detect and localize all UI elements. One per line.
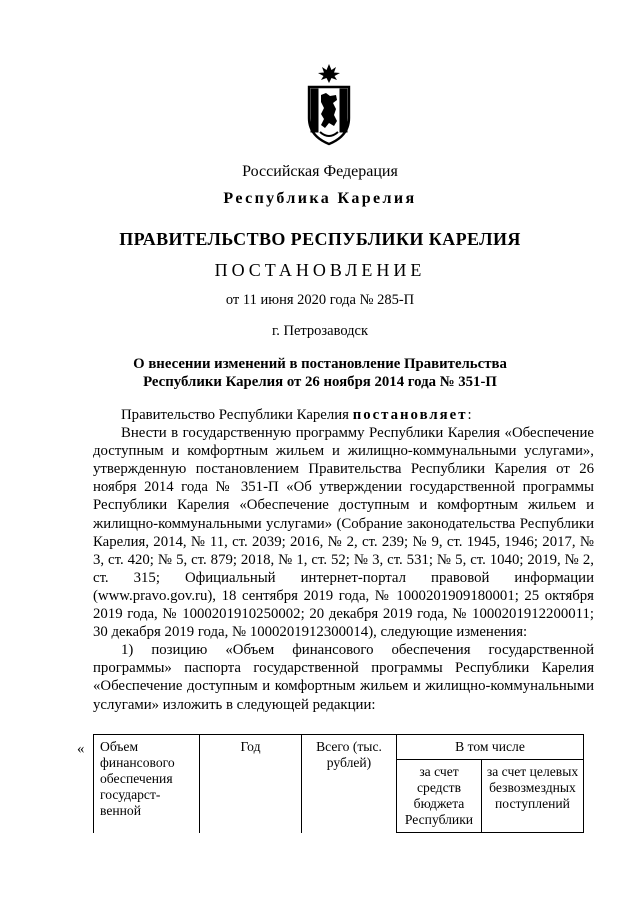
decree-word: постановляет <box>352 407 468 423</box>
paragraph-1: Внести в государственную программу Республики Карелия «Обеспечение доступным и комфортным жильем и жилищно-коммунальными услугами», утвержденную постановлением Правительства Республики Карелия от 26 ноября 2014 года № 351-П «Об утверждении государственной программы Республики Карелия «Обеспечение доступным и комфортным жильем и жилищно-коммунальными услугами» (Собрание законодательства Республики Карелия, 2014, № 11, ст. 2039; 2016, № 2, ст. 239; № 9, ст. 1945, 1946; 2017, № 3, ст. 420; № 5, ст. 879; 2018, № 1, ст. 52; № 3, ст. 531; № 5, ст. 1040; 2019, № 2, ст. 315; Официальный интернет-портал правовой информации (www.pravo.gov.ru), 18 сентября 2019 года, № 1000201909180001; 25 октября 2019 года, № 1000201910250002; 20 декабря 2019 года, № 1000201912200011; 30 декабря 2019 года, № 1000201912300014), следующие изменения: <box>93 425 594 641</box>
table-cell-grants: за счет целевых безвозмездных поступлений <box>482 760 584 833</box>
date-number: от 11 июня 2020 года № 285-П <box>225 292 415 308</box>
subject-line-1: О внесении изменений в постановление Правительства <box>133 356 507 372</box>
intro-colon: : <box>467 407 472 423</box>
table-cell-col1: Объем финансового обеспечения государст-венной <box>94 735 200 833</box>
paragraph-2: 1) позицию «Объем финансового обеспечения государственной программы» паспорта государственной программы Республики Карелия «Обеспечение доступным и комфортным жильем и жилищно-коммунальными услугами» изложить в следующей редакции: <box>93 642 594 713</box>
table-cell-year: Год <box>200 735 302 833</box>
coat-of-arms-emblem <box>300 62 358 146</box>
government-title: ПРАВИТЕЛЬСТВО РЕСПУБЛИКИ КАРЕЛИЯ <box>119 229 521 249</box>
subject-line-2: Республики Карелия от 26 ноября 2014 года № 351-П <box>143 374 497 390</box>
intro-paragraph <box>93 406 594 424</box>
table-cell-budget: за счет средств бюджета Республики <box>397 760 482 833</box>
city: г. Петрозаводск <box>271 323 369 339</box>
intro-text: Правительство Республики Карелия <box>121 407 353 423</box>
financing-table <box>93 734 584 833</box>
table-cell-total: Всего (тыс. рублей) <box>302 735 397 833</box>
document-body <box>93 406 594 714</box>
opening-quote-mark: « <box>77 741 85 757</box>
document-type: ПОСТАНОВЛЕНИЕ <box>214 260 426 280</box>
table-cell-including: В том числе <box>397 735 584 760</box>
federation-title: Российская Федерация <box>242 163 398 180</box>
republic-title: Республика Карелия <box>223 190 417 207</box>
document-subject <box>0 355 640 391</box>
